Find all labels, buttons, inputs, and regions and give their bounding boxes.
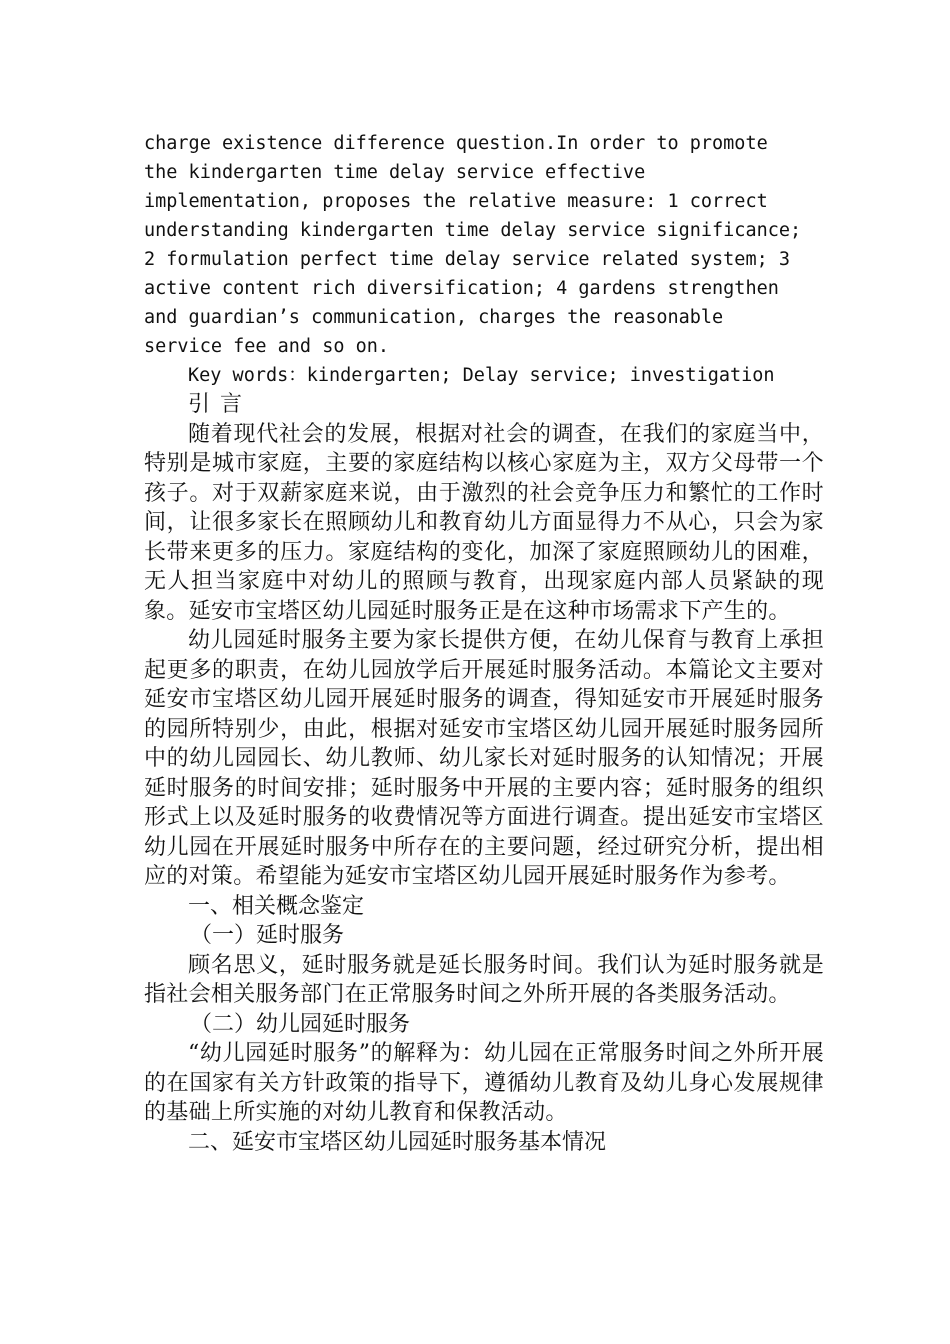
section-1-sub-2-text: “幼儿园延时服务”的解释为：幼儿园在正常服务时间之外所开展的在国家有关方针政策的指导下，遵循幼儿教育及幼儿身心发展规律的基础上所实施的对幼儿教育和保教活动。 (144, 1041, 824, 1125)
english-keywords: Key words：kindergarten; Delay service; investigation (188, 365, 775, 386)
section-1-heading: 一、相关概念鉴定 (188, 893, 365, 919)
section-1-sub-1-heading: （一）延时服务 (190, 923, 345, 948)
english-abstract-body: charge existence difference question.In order to promote the kindergarten time delay service effective implementation, proposes the relative measure: 1 correct understanding kindergarten time delay service significance; 2 formulation perfect time delay service related system; 3 active content rich diversification; 4 gardens strengthen and guardian’s communication, charges the reasonable service fee and so on. (144, 133, 802, 357)
section-1-sub-2-heading: （二）幼儿园延时服务 (190, 1011, 411, 1037)
intro-paragraph-1: 随着现代社会的发展，根据对社会的调查，在我们的家庭当中，特别是城市家庭，主要的家庭结构以核心家庭为主，双方父母带一个孩子。对于双薪家庭来说，由于激烈的社会竞争压力和繁忙的工作时间，让很多家长在照顾幼儿和教育幼儿方面显得力不从心，只会为家长带来更多的压力。家庭结构的变化，加深了家庭照顾幼儿的困难，无人担当家庭中对幼儿的照顾与教育，出现家庭内部人员紧缺的现象。延安市宝塔区幼儿园延时服务正是在这种市场需求下产生的。 (144, 421, 824, 624)
section-1-sub-1-text: 顾名思义，延时服务就是延长服务时间。我们认为延时服务就是指社会相关服务部门在正常服务时间之外所开展的各类服务活动。 (144, 952, 824, 1007)
section-2-heading: 二、延安市宝塔区幼儿园延时服务基本情况 (188, 1129, 607, 1155)
document-content (144, 129, 824, 1157)
introduction-heading: 引言 (188, 392, 253, 417)
intro-paragraph-2: 幼儿园延时服务主要为家长提供方便，在幼儿保育与教育上承担起更多的职责，在幼儿园放学后开展延时服务活动。本篇论文主要对延安市宝塔区幼儿园开展延时服务的调查，得知延安市开展延时服务的园所特别少，由此，根据对延安市宝塔区幼儿园开展延时服务园所中的幼儿园园长、幼儿教师、幼儿家长对延时服务的认知情况；开展延时服务的时间安排；延时服务中开展的主要内容；延时服务的组织形式上以及延时服务的收费情况等方面进行调查。提出延安市宝塔区幼儿园在开展延时服务中所存在的主要问题，经过研究分析，提出相应的对策。希望能为延安市宝塔区幼儿园开展延时服务作为参考。 (144, 628, 824, 889)
